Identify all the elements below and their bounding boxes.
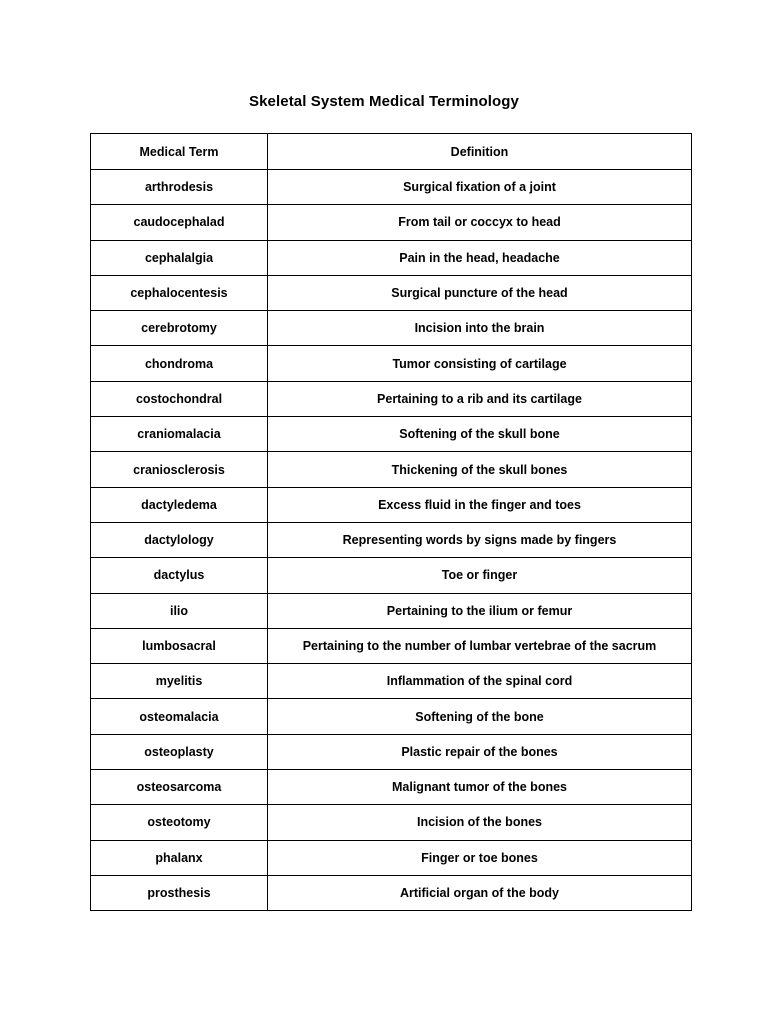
terminology-table — [90, 133, 692, 911]
definition-cell: Pertaining to the number of lumbar vertebrae of the sacrum — [268, 628, 692, 663]
term-cell: arthrodesis — [91, 170, 268, 205]
definition-cell: Incision into the brain — [268, 311, 692, 346]
definition-cell: Surgical fixation of a joint — [268, 170, 692, 205]
table-row — [91, 452, 692, 487]
definition-cell: Excess fluid in the finger and toes — [268, 487, 692, 522]
table-row — [91, 205, 692, 240]
table-header-row — [91, 134, 692, 170]
definition-cell: Softening of the skull bone — [268, 417, 692, 452]
table-row — [91, 417, 692, 452]
term-cell: caudocephalad — [91, 205, 268, 240]
definition-cell: Representing words by signs made by fingers — [268, 522, 692, 557]
table-body — [91, 170, 692, 911]
column-header-medical-term: Medical Term — [91, 134, 268, 170]
definition-cell: Thickening of the skull bones — [268, 452, 692, 487]
table-row — [91, 522, 692, 557]
term-cell: myelitis — [91, 664, 268, 699]
term-cell: prosthesis — [91, 875, 268, 910]
column-header-definition: Definition — [268, 134, 692, 170]
table-row — [91, 346, 692, 381]
table-row — [91, 170, 692, 205]
definition-cell: Pain in the head, headache — [268, 240, 692, 275]
definition-cell: Toe or finger — [268, 558, 692, 593]
term-cell: dactylology — [91, 522, 268, 557]
table-row — [91, 381, 692, 416]
term-cell: lumbosacral — [91, 628, 268, 663]
term-cell: chondroma — [91, 346, 268, 381]
table-row — [91, 628, 692, 663]
definition-cell: Finger or toe bones — [268, 840, 692, 875]
term-cell: phalanx — [91, 840, 268, 875]
definition-cell: Pertaining to a rib and its cartilage — [268, 381, 692, 416]
table-row — [91, 734, 692, 769]
table-row — [91, 875, 692, 910]
definition-cell: Tumor consisting of cartilage — [268, 346, 692, 381]
table-row — [91, 275, 692, 310]
term-cell: dactylus — [91, 558, 268, 593]
term-cell: cephalalgia — [91, 240, 268, 275]
table-row — [91, 770, 692, 805]
table-row — [91, 311, 692, 346]
definition-cell: Inflammation of the spinal cord — [268, 664, 692, 699]
definition-cell: Surgical puncture of the head — [268, 275, 692, 310]
term-cell: osteotomy — [91, 805, 268, 840]
definition-cell: Plastic repair of the bones — [268, 734, 692, 769]
table-row — [91, 240, 692, 275]
table-row — [91, 699, 692, 734]
term-cell: cerebrotomy — [91, 311, 268, 346]
definition-cell: Softening of the bone — [268, 699, 692, 734]
definition-cell: Malignant tumor of the bones — [268, 770, 692, 805]
definition-cell: Pertaining to the ilium or femur — [268, 593, 692, 628]
table-row — [91, 558, 692, 593]
term-cell: dactyledema — [91, 487, 268, 522]
definition-cell: Artificial organ of the body — [268, 875, 692, 910]
page-title: Skeletal System Medical Terminology — [249, 93, 519, 110]
term-cell: osteomalacia — [91, 699, 268, 734]
table-row — [91, 664, 692, 699]
term-cell: osteosarcoma — [91, 770, 268, 805]
table-row — [91, 805, 692, 840]
term-cell: osteoplasty — [91, 734, 268, 769]
term-cell: craniosclerosis — [91, 452, 268, 487]
term-cell: cephalocentesis — [91, 275, 268, 310]
table-row — [91, 487, 692, 522]
term-cell: costochondral — [91, 381, 268, 416]
definition-cell: From tail or coccyx to head — [268, 205, 692, 240]
definition-cell: Incision of the bones — [268, 805, 692, 840]
table-row — [91, 840, 692, 875]
term-cell: ilio — [91, 593, 268, 628]
table-row — [91, 593, 692, 628]
term-cell: craniomalacia — [91, 417, 268, 452]
